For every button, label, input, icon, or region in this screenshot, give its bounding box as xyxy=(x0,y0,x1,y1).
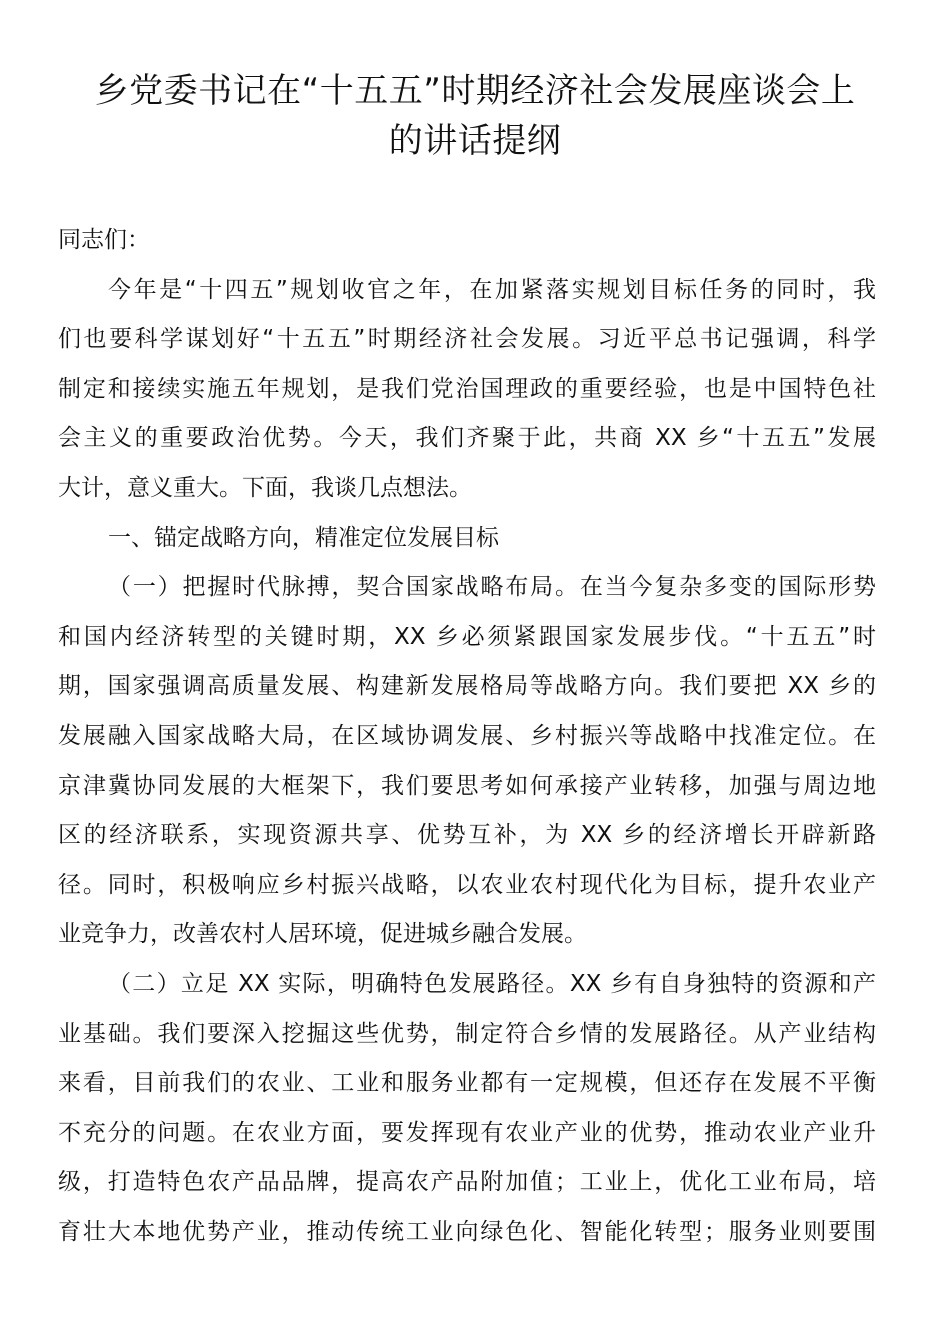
paragraph-line: 育壮大本地优势产业，推动传统工业向绿色化、智能化转型；服务业则要围 xyxy=(58,1218,876,1245)
paragraph-line: 会主义的重要政治优势。今天，我们齐聚于此，共商 XX 乡“十五五”发展 xyxy=(58,425,876,452)
paragraph-line: 区的经济联系，实现资源共享、优势互补，为 XX 乡的经济增长开辟新路 xyxy=(58,822,876,849)
paragraph-line: （一）把握时代脉搏，契合国家战略布局。在当今复杂多变的国际形势 xyxy=(108,574,876,601)
section-heading: 一、锚定战略方向，精准定位发展目标 xyxy=(108,524,499,551)
paragraph-line: 业基础。我们要深入挖掘这些优势，制定符合乡情的发展路径。从产业结构 xyxy=(58,1020,876,1047)
document-body xyxy=(58,216,876,1257)
salutation: 同志们： xyxy=(58,227,150,253)
document-title xyxy=(58,66,892,166)
paragraph-line: 京津冀协同发展的大框架下，我们要思考如何承接产业转移，加强与周边地 xyxy=(58,772,876,799)
paragraph-line: 今年是“十四五”规划收官之年，在加紧落实规划目标任务的同时，我 xyxy=(108,276,876,303)
paragraph-line: 期，国家强调高质量发展、构建新发展格局等战略方向。我们要把 XX 乡的 xyxy=(58,673,876,700)
paragraph-line: 和国内经济转型的关键时期，XX 乡必须紧跟国家发展步伐。“十五五”时 xyxy=(58,623,876,650)
paragraph-line: 制定和接续实施五年规划，是我们党治国理政的重要经验，也是中国特色社 xyxy=(58,375,876,402)
paragraph-line: 径。同时，积极响应乡村振兴战略，以农业农村现代化为目标，提升农业产 xyxy=(58,871,876,898)
title-line-1: 乡党委书记在“十五五”时期经济社会发展座谈会上 xyxy=(94,71,856,111)
paragraph-line: （二）立足 XX 实际，明确特色发展路径。XX 乡有自身独特的资源和产 xyxy=(108,970,876,997)
paragraph-line: 大计，意义重大。下面，我谈几点想法。 xyxy=(58,474,472,501)
title-line-2: 的讲话提纲 xyxy=(388,121,562,161)
paragraph-line: 业竞争力，改善农村人居环境，促进城乡融合发展。 xyxy=(58,921,587,948)
paragraph-line: 不充分的问题。在农业方面，要发挥现有农业产业的优势，推动农业产业升 xyxy=(58,1119,876,1146)
paragraph-line: 们也要科学谋划好“十五五”时期经济社会发展。习近平总书记强调，科学 xyxy=(58,326,876,353)
paragraph-line: 发展融入国家战略大局，在区域协调发展、乡村振兴等战略中找准定位。在 xyxy=(58,722,876,749)
paragraph-line: 级，打造特色农产品品牌，提高农产品附加值；工业上，优化工业布局，培 xyxy=(58,1169,876,1196)
paragraph-line: 来看，目前我们的农业、工业和服务业都有一定规模，但还存在发展不平衡 xyxy=(58,1070,876,1097)
